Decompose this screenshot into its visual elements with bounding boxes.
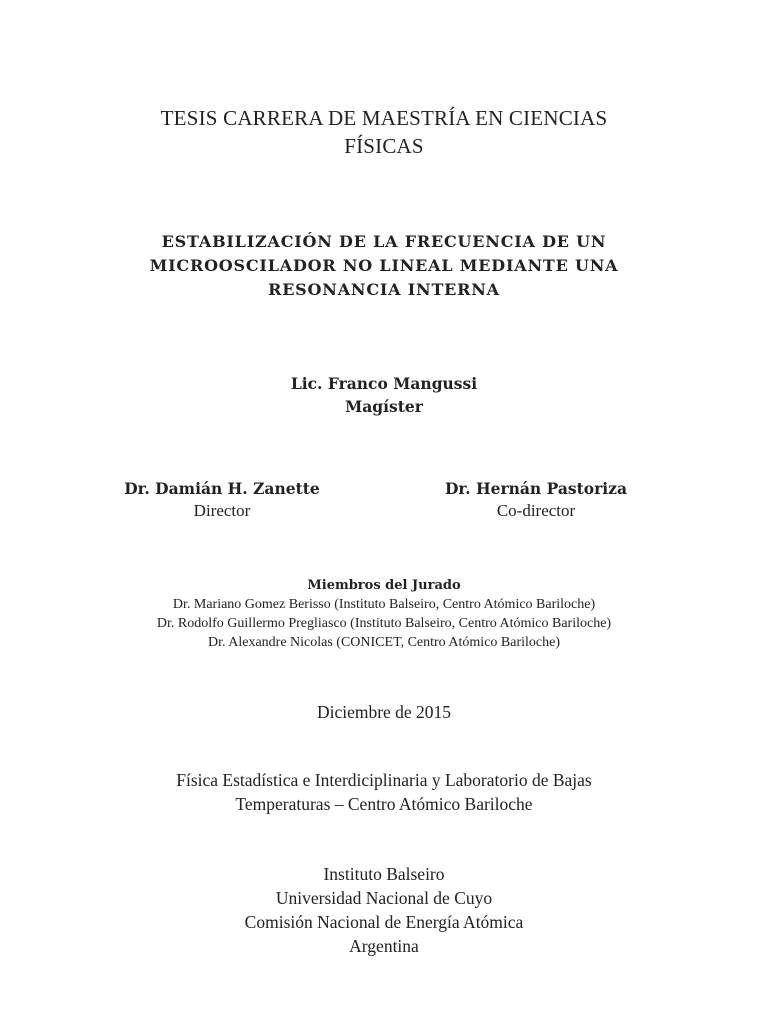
date-text: Diciembre de 2015 [316, 702, 452, 722]
jury-heading: Miembros del Jurado [307, 578, 461, 593]
institution-line: Comisión Nacional de Energía Atómica [244, 912, 524, 932]
institution-line: Instituto Balseiro [323, 864, 445, 884]
degree-title-line: TESIS CARRERA DE MAESTRÍA EN CIENCIAS [160, 106, 608, 130]
date [0, 700, 768, 724]
author-degree: Magíster [345, 397, 423, 416]
author-block [0, 372, 768, 418]
institution-line: Argentina [349, 936, 419, 956]
director-block [72, 478, 372, 522]
co-director-block [386, 478, 686, 522]
laboratory-line: Física Estadística e Interdiciplinaria y Laboratorio de Bajas [176, 770, 592, 790]
laboratory-block [0, 768, 768, 816]
thesis-title-line: ESTABILIZACIÓN DE LA FRECUENCIA DE UN [161, 232, 607, 251]
director-name: Dr. Damián H. Zanette [124, 479, 320, 498]
thesis-title-line: MICROOSCILADOR NO LINEAL MEDIANTE UNA [149, 256, 619, 275]
thesis-title-line: RESONANCIA INTERNA [268, 280, 500, 299]
co-director-name: Dr. Hernán Pastoriza [444, 479, 628, 498]
jury-member: Dr. Alexandre Nicolas (CONICET, Centro Atómico Bariloche) [208, 635, 560, 650]
co-director-role: Co-director [496, 501, 576, 520]
thesis-title [0, 230, 768, 302]
degree-title [0, 104, 768, 160]
institution-line: Universidad Nacional de Cuyo [275, 888, 493, 908]
laboratory-line: Temperaturas – Centro Atómico Bariloche [235, 794, 533, 814]
director-role: Director [193, 501, 251, 520]
jury-block [0, 576, 768, 652]
author-name: Lic. Franco Mangussi [290, 374, 478, 393]
degree-title-line: FÍSICAS [344, 134, 424, 158]
jury-member: Dr. Mariano Gomez Berisso (Instituto Balseiro, Centro Atómico Bariloche) [172, 597, 596, 612]
institution-block [0, 862, 768, 958]
jury-member: Dr. Rodolfo Guillermo Pregliasco (Instituto Balseiro, Centro Atómico Bariloche) [156, 616, 612, 631]
